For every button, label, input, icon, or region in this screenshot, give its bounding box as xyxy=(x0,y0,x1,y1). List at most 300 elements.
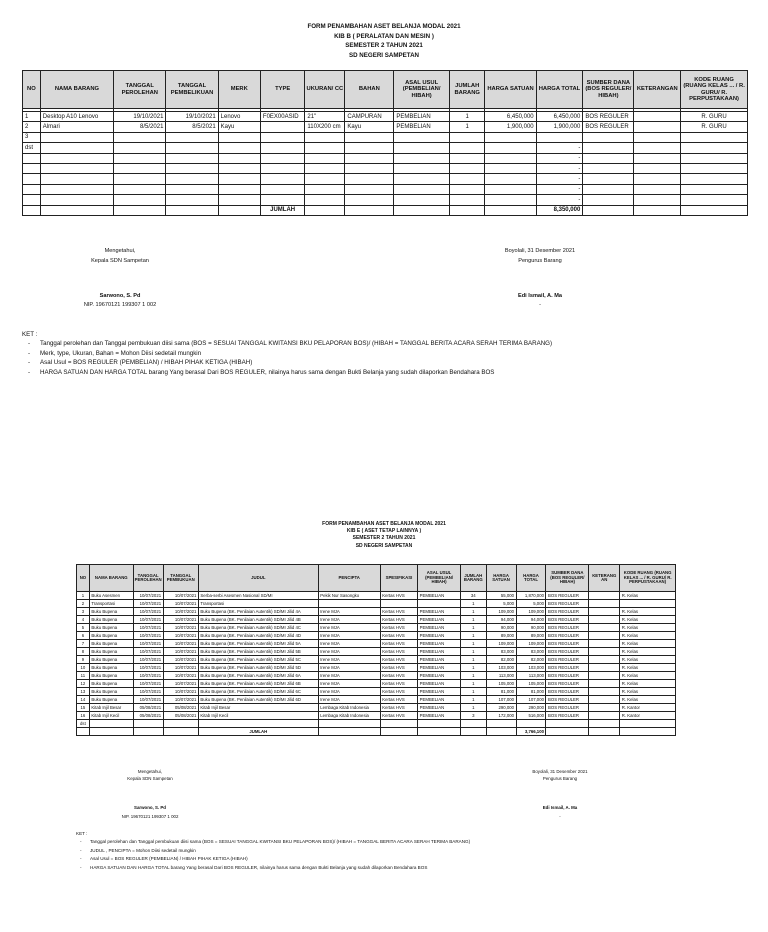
table-row xyxy=(77,592,676,600)
table-cell xyxy=(583,184,634,194)
table-cell xyxy=(305,195,345,205)
table-cell xyxy=(681,205,748,215)
header-row xyxy=(23,71,748,109)
table-cell: R. Kelas xyxy=(620,656,676,664)
table-header xyxy=(77,565,676,592)
table-row xyxy=(77,648,676,656)
table-row xyxy=(77,624,676,632)
table-cell xyxy=(40,205,113,215)
column-header: NAMA BARANG xyxy=(89,565,133,592)
table-cell xyxy=(546,720,589,728)
table-cell xyxy=(260,122,304,132)
table-cell xyxy=(681,143,748,153)
table-cell xyxy=(589,696,620,704)
table-cell: BOS REGULER xyxy=(546,600,589,608)
table-cell: 19/10/2021 xyxy=(114,112,166,122)
table-cell: 5,000 xyxy=(486,600,516,608)
principal-name: Sarwono, S. Pd xyxy=(99,293,141,299)
table-cell: 110X200 cm xyxy=(305,122,345,132)
table-cell xyxy=(681,163,748,173)
column-header: PENCIPTA xyxy=(318,565,380,592)
table-cell xyxy=(345,195,394,205)
table-cell xyxy=(23,174,41,184)
table-cell: 10/07/2021 xyxy=(163,680,198,688)
table-cell: Irene MJA xyxy=(318,672,380,680)
table-cell: 82,000 xyxy=(516,656,546,664)
table-cell xyxy=(583,174,634,184)
table-cell xyxy=(163,728,198,736)
table-cell: 12 xyxy=(77,680,90,688)
table-cell xyxy=(114,143,166,153)
table-cell xyxy=(460,728,486,736)
table-cell xyxy=(166,153,218,163)
table-cell: 2 xyxy=(77,600,90,608)
table-cell xyxy=(449,174,485,184)
table-cell: Transportasi xyxy=(89,600,133,608)
table-cell: BOS REGULER xyxy=(546,624,589,632)
table-cell xyxy=(133,728,163,736)
table-cell xyxy=(380,728,417,736)
table-cell xyxy=(485,163,536,173)
table-cell: 14 xyxy=(77,696,90,704)
table-cell: R. Kelas xyxy=(620,608,676,616)
table-cell xyxy=(589,616,620,624)
title-line: KIB B ( PERALATAN DAN MESIN ) xyxy=(334,32,434,40)
column-header: ASAL USUL (PEMBELIAN/ HIBAH) xyxy=(394,71,450,109)
table-cell: 05/08/2021 xyxy=(163,704,198,712)
column-header: KODE RUANG (RUANG KELAS ... / R. GURU/ R. PERPUSTAKAAN) xyxy=(681,71,748,109)
table-cell xyxy=(380,720,417,728)
table-cell: - xyxy=(536,195,583,205)
table-cell xyxy=(166,174,218,184)
table-cell: Buku Bupena (BK. Penilaian Autentik) SD/MI Jilid 5C xyxy=(198,656,318,664)
notes-list xyxy=(76,838,470,872)
table-cell: 05/08/2021 xyxy=(133,712,163,720)
table-cell: Kertas HVS xyxy=(380,624,417,632)
column-header: KETERANGAN xyxy=(634,71,681,109)
table-cell xyxy=(305,174,345,184)
table-cell: - xyxy=(536,163,583,173)
table-row xyxy=(23,184,748,194)
table-cell: 81,000 xyxy=(516,688,546,696)
table-cell xyxy=(418,600,461,608)
table-cell: - xyxy=(536,184,583,194)
table-cell xyxy=(394,195,450,205)
table-cell xyxy=(89,720,133,728)
table-cell xyxy=(589,704,620,712)
table-cell: 10/07/2021 xyxy=(163,624,198,632)
table-cell xyxy=(620,720,676,728)
table-cell: BOS REGULER xyxy=(583,122,634,132)
note-item: - JUDUL , PENCIPTA = Mohon Diisi sedetail mungkin xyxy=(80,847,196,853)
table-row xyxy=(77,664,676,672)
table-cell xyxy=(380,600,417,608)
table-cell: 10/07/2021 xyxy=(163,600,198,608)
table-cell: Buku Bupena (BK. Penilaian Autentik) SD/MI Jilid 6C xyxy=(198,688,318,696)
table-cell: Buku Bupena xyxy=(89,624,133,632)
title-line: SEMESTER 2 TAHUN 2021 xyxy=(352,535,416,542)
table-cell xyxy=(260,132,304,142)
table-cell: PEMBELIAN xyxy=(418,704,461,712)
table-cell: R. Kelas xyxy=(620,688,676,696)
custodian-nip: - xyxy=(559,814,561,819)
table-cell xyxy=(589,728,620,736)
table-cell: 83,000 xyxy=(516,648,546,656)
column-header: TANGGAL PEROLEHAN xyxy=(114,71,166,109)
table-cell: 5,000 xyxy=(516,600,546,608)
table-cell: Kertas HVS xyxy=(380,664,417,672)
table-cell xyxy=(114,195,166,205)
table-cell xyxy=(485,195,536,205)
table-row xyxy=(23,122,748,132)
table-cell xyxy=(218,143,260,153)
table-cell: Buku Bupena (BK. Penilaian Autentik) SD/MI Jilid 4A xyxy=(198,608,318,616)
table-cell: PEMBELIAN xyxy=(418,672,461,680)
table-cell xyxy=(589,664,620,672)
table-cell xyxy=(23,153,41,163)
table-cell: CAMPURAN xyxy=(345,112,394,122)
table-cell xyxy=(260,153,304,163)
table-cell: 10/07/2021 xyxy=(133,616,163,624)
table-cell: BOS REGULER xyxy=(546,688,589,696)
table-cell xyxy=(345,132,394,142)
table-cell: Buku Bupena xyxy=(89,696,133,704)
table-cell: 10/07/2021 xyxy=(133,664,163,672)
table-cell: 10/07/2021 xyxy=(133,656,163,664)
column-header: JUMLAH BARANG xyxy=(449,71,485,109)
table-cell: 10/07/2021 xyxy=(163,672,198,680)
table-cell xyxy=(166,195,218,205)
column-header: BAHAN xyxy=(345,71,394,109)
table-cell: 10/07/2021 xyxy=(163,632,198,640)
table-cell: Buku Bupena (BK. Penilaian Autentik) SD/MI Jilid 6D xyxy=(198,696,318,704)
table-cell xyxy=(589,712,620,720)
column-header: NAMA BARANG xyxy=(40,71,113,109)
table-cell: R. Kelas xyxy=(620,680,676,688)
table-cell: 113,000 xyxy=(516,672,546,680)
table-cell xyxy=(345,153,394,163)
table-cell: 10/07/2021 xyxy=(163,688,198,696)
table-cell xyxy=(634,184,681,194)
table-cell: R. Kelas xyxy=(620,664,676,672)
table-cell xyxy=(114,153,166,163)
table-cell xyxy=(485,174,536,184)
table-cell xyxy=(40,153,113,163)
table-cell: BOS REGULER xyxy=(546,640,589,648)
table-cell xyxy=(589,656,620,664)
table-cell xyxy=(589,640,620,648)
table-cell: PEMBELIAN xyxy=(394,122,450,132)
table-cell xyxy=(634,205,681,215)
table-cell: 1 xyxy=(449,112,485,122)
table-cell xyxy=(589,720,620,728)
table-cell xyxy=(634,122,681,132)
column-header: UKURAN/ CC xyxy=(305,71,345,109)
table-cell: Irene MJA xyxy=(318,656,380,664)
table-cell xyxy=(218,184,260,194)
table-cell: 4 xyxy=(77,616,90,624)
table-cell: 1 xyxy=(460,600,486,608)
table-cell xyxy=(260,174,304,184)
table-cell: PEMBELIAN xyxy=(418,688,461,696)
table-cell: 7 xyxy=(77,640,90,648)
table-cell: PEMBELIAN xyxy=(418,656,461,664)
table-cell xyxy=(40,184,113,194)
table-cell xyxy=(583,163,634,173)
table-cell: 107,000 xyxy=(516,696,546,704)
table-cell: 10/07/2021 xyxy=(133,640,163,648)
table-cell xyxy=(40,174,113,184)
table-cell: Kertas HVS xyxy=(380,704,417,712)
table-cell: R. Kelas xyxy=(620,632,676,640)
table-cell xyxy=(260,195,304,205)
table-row xyxy=(77,600,676,608)
table-cell: BOS REGULER xyxy=(546,656,589,664)
table-cell: Buku Bupena (BK. Penilaian Autentik) SD/MI Jilid 6A xyxy=(198,672,318,680)
table-cell xyxy=(589,608,620,616)
column-header: SUMBER DANA (BOS REGULER/ HIBAH) xyxy=(583,71,634,109)
column-header: HARGA TOTAL xyxy=(516,565,546,592)
table-cell: Kertas HVS xyxy=(380,592,417,600)
note-item: - Tanggal perolehan dan Tanggal pembukuan diisi sama (BOS = SESUAI TANGGAL KWITANSI BKU PELAPORAN BOS)/ (HIBAH = TANGGAL BERITA ACARA SERAH TERIMA BARANG) xyxy=(28,340,553,348)
table-cell xyxy=(589,632,620,640)
table-cell: 3 xyxy=(460,712,486,720)
table-cell: BOS REGULER xyxy=(546,672,589,680)
column-header: JUMLAH BARANG xyxy=(460,565,486,592)
total-value: 8,350,000 xyxy=(536,205,583,215)
table-cell xyxy=(589,592,620,600)
table-cell xyxy=(23,163,41,173)
table-cell: Kitab Injil Besar xyxy=(89,704,133,712)
table-cell xyxy=(583,205,634,215)
table-cell: 6 xyxy=(77,632,90,640)
principal-nip: NIP. 19670121 199307 1 002 xyxy=(83,302,157,308)
column-header: ASAL USUL (PEMBELIAN/ HIBAH) xyxy=(418,565,461,592)
table-cell: 8/5/2021 xyxy=(166,122,218,132)
table-cell xyxy=(589,680,620,688)
table-cell: 94,000 xyxy=(486,616,516,624)
table-cell xyxy=(485,143,536,153)
table-cell xyxy=(114,132,166,142)
table-cell: 1 xyxy=(77,592,90,600)
table-cell: 1,900,000 xyxy=(536,122,583,132)
table-cell xyxy=(166,163,218,173)
table-cell: R. Kantor xyxy=(620,712,676,720)
notes-list xyxy=(22,339,552,377)
table-cell xyxy=(218,174,260,184)
table-cell: Kertas HVS xyxy=(380,680,417,688)
table-cell: 1 xyxy=(460,648,486,656)
table-cell xyxy=(681,153,748,163)
column-header: TANGGAL PEMBUKUAN xyxy=(163,565,198,592)
table-cell: PEMBELIAN xyxy=(418,592,461,600)
table-cell: 10/07/2021 xyxy=(133,648,163,656)
table-cell xyxy=(583,132,634,142)
table-cell: PEMBELIAN xyxy=(418,640,461,648)
table-cell xyxy=(40,195,113,205)
sign-text: Pengurus Barang xyxy=(542,776,578,782)
table-cell: Buku Bupena xyxy=(89,640,133,648)
note-item: - Asal Usul = BOS REGULER (PEMBELIAN) / HIBAH PIHAK KETIGA (HIBAH) xyxy=(28,359,253,367)
table-cell: 10/07/2021 xyxy=(163,592,198,600)
table-cell: PEMBELIAN xyxy=(418,664,461,672)
table-cell: 1 xyxy=(460,680,486,688)
table-cell xyxy=(345,184,394,194)
table-row xyxy=(77,696,676,704)
table-cell: 6,450,000 xyxy=(485,112,536,122)
title-line: FORM PENAMBAHAN ASET BELANJA MODAL 2021 xyxy=(307,23,461,30)
table-cell: 90,000 xyxy=(516,624,546,632)
table-cell: Almari xyxy=(40,122,113,132)
table-cell: Pekik Nur Sasongko xyxy=(318,592,380,600)
table-cell xyxy=(394,132,450,142)
table-cell xyxy=(318,600,380,608)
note-item: - HARGA SATUAN DAN HARGA TOTAL barang Yang berasal Dari BOS REGULER, nilainya harus sama dengan Bukti Belanja yang sudah dilaporkan Bendahara BOS xyxy=(80,864,428,870)
notes xyxy=(22,330,552,377)
table-cell: 10/07/2021 xyxy=(133,672,163,680)
table-cell: Buku Bupena xyxy=(89,632,133,640)
table-cell: 290,000 xyxy=(516,704,546,712)
note-item: - Asal Usul = BOS REGULER (PEMBELIAN) / HIBAH PIHAK KETIGA (HIBAH) xyxy=(80,856,248,862)
table-cell xyxy=(546,728,589,736)
table-cell: Kitab Injil Kecil xyxy=(89,712,133,720)
table-cell: R. Kelas xyxy=(620,648,676,656)
table-cell xyxy=(305,205,345,215)
table-cell: 13 xyxy=(77,688,90,696)
table-cell xyxy=(681,195,748,205)
table-cell: BOS REGULER xyxy=(546,704,589,712)
table-cell xyxy=(449,163,485,173)
table-cell xyxy=(418,720,461,728)
table-row xyxy=(23,174,748,184)
column-header: MERK xyxy=(218,71,260,109)
table-cell: 10/07/2021 xyxy=(133,608,163,616)
table-cell xyxy=(449,143,485,153)
table-cell xyxy=(305,143,345,153)
table-row xyxy=(77,704,676,712)
table-row xyxy=(77,616,676,624)
table-cell: Buku Bupena (BK. Penilaian Autentik) SD/MI Jilid 4C xyxy=(198,624,318,632)
table-cell xyxy=(394,163,450,173)
table-cell: 113,000 xyxy=(486,672,516,680)
table-cell: PEMBELIAN xyxy=(418,680,461,688)
table-cell xyxy=(345,174,394,184)
table-cell: 8 xyxy=(77,648,90,656)
table-row xyxy=(77,632,676,640)
table-cell xyxy=(449,132,485,142)
table-cell: Buku Bupena xyxy=(89,656,133,664)
table-cell: 10/07/2021 xyxy=(163,656,198,664)
table-cell: Buku Bupena xyxy=(89,680,133,688)
table-cell: 10/07/2021 xyxy=(133,600,163,608)
table-cell xyxy=(536,132,583,142)
table-cell xyxy=(394,174,450,184)
table-cell: 3 xyxy=(23,132,41,142)
table-row xyxy=(23,112,748,122)
table-cell: Kertas HVS xyxy=(380,672,417,680)
note-item: - Merk, type, Ukuran, Bahan = Mohon Diisi sedetail mungkin xyxy=(28,349,202,357)
table-cell: 1 xyxy=(460,664,486,672)
table-cell: Buku Bupena (BK. Penilaian Autentik) SD/MI Jilid 4D xyxy=(198,632,318,640)
table-cell xyxy=(260,163,304,173)
table-cell: 109,000 xyxy=(486,640,516,648)
table-cell: Buku Bupena (BK. Penilaian Autentik) SD/MI Jilid 6B xyxy=(198,680,318,688)
table-cell: Kitab Injil Besar xyxy=(198,704,318,712)
table-row xyxy=(77,720,676,728)
asset-table xyxy=(76,564,676,736)
table-cell: 10/07/2021 xyxy=(133,696,163,704)
table-cell xyxy=(218,153,260,163)
table-cell xyxy=(486,720,516,728)
table-cell: 82,000 xyxy=(486,656,516,664)
table-cell xyxy=(345,205,394,215)
table-cell: R. Kelas xyxy=(620,616,676,624)
table-cell: 105,000 xyxy=(486,680,516,688)
table-row xyxy=(77,688,676,696)
total-value: 3,766,100 xyxy=(516,728,546,736)
table-cell: 83,000 xyxy=(486,648,516,656)
table-cell: R. GURU xyxy=(681,112,748,122)
table-cell xyxy=(485,132,536,142)
table-cell: Irene MJA xyxy=(318,624,380,632)
table-cell: 109,000 xyxy=(486,608,516,616)
table-cell: Buku Bupena xyxy=(89,608,133,616)
table-cell xyxy=(589,600,620,608)
title-line: KIB E ( ASET TETAP LAINNYA ) xyxy=(346,528,422,535)
table-cell xyxy=(23,195,41,205)
table-cell xyxy=(218,195,260,205)
table-cell xyxy=(305,132,345,142)
table-cell: 1 xyxy=(460,632,486,640)
table-cell: Irene MJA xyxy=(318,608,380,616)
table-cell xyxy=(305,153,345,163)
column-header: NO xyxy=(23,71,41,109)
table-cell: PEMBELIAN xyxy=(418,632,461,640)
table-cell: BOS REGULER xyxy=(546,696,589,704)
table-cell: BOS REGULER xyxy=(546,712,589,720)
signature-right xyxy=(470,246,610,266)
table-cell: 90,000 xyxy=(486,624,516,632)
sign-text: Boyolali, 31 Desember 2021 xyxy=(532,769,588,774)
sign-text: Kepala SDN Sampetan xyxy=(91,258,149,264)
table-cell xyxy=(418,728,461,736)
table-cell: R. Kelas xyxy=(620,672,676,680)
table-cell: 89,000 xyxy=(486,632,516,640)
table-cell: 1 xyxy=(460,608,486,616)
notes-label: KET : xyxy=(76,831,88,836)
table-cell: PEMBELIAN xyxy=(418,608,461,616)
total-label: JUMLAH xyxy=(260,205,304,215)
table-cell: 10/07/2021 xyxy=(133,632,163,640)
table-cell: Kertas HVS xyxy=(380,696,417,704)
table-cell: Kertas HVS xyxy=(380,640,417,648)
table-cell xyxy=(634,163,681,173)
table-cell: 34 xyxy=(460,592,486,600)
table-cell xyxy=(218,132,260,142)
column-header: TANGGAL PEROLEHAN xyxy=(133,565,163,592)
table-cell: 3 xyxy=(77,608,90,616)
table-cell: 1 xyxy=(460,696,486,704)
signature-left xyxy=(60,246,180,266)
table-cell: BOS REGULER xyxy=(546,616,589,624)
table-cell: BOS REGULER xyxy=(546,680,589,688)
column-header: SPESIFIKASI xyxy=(380,565,417,592)
table-cell xyxy=(681,174,748,184)
table-cell xyxy=(681,184,748,194)
table-cell: 94,000 xyxy=(516,616,546,624)
table-row xyxy=(23,163,748,173)
table-cell: Irene MJA xyxy=(318,664,380,672)
